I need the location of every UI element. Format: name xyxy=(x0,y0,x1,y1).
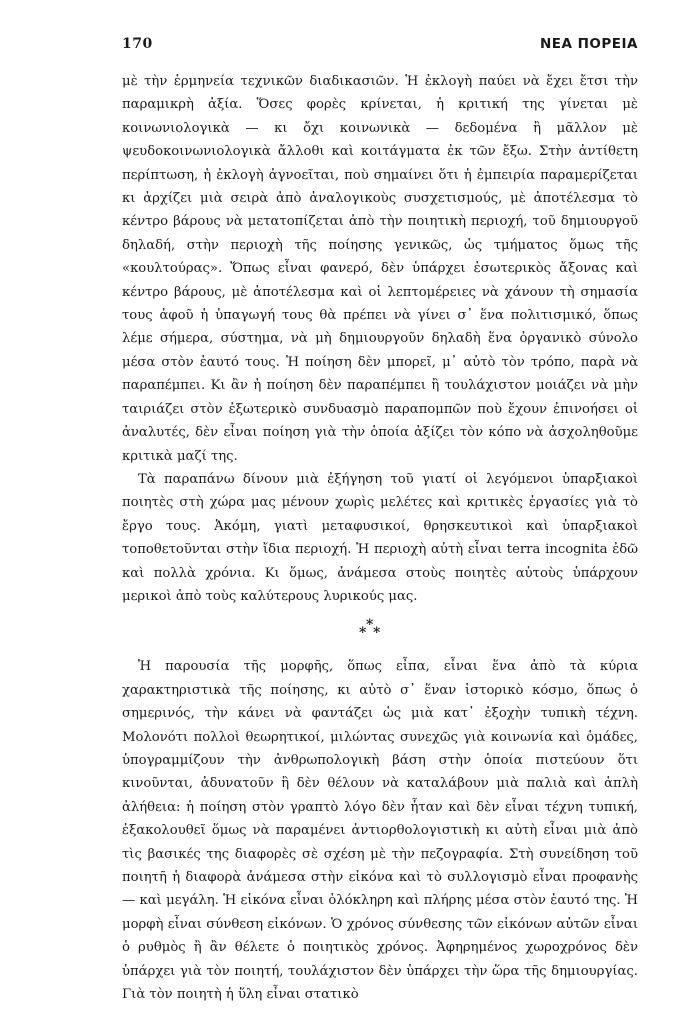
book-page xyxy=(122,36,638,1006)
paragraph: Ἡ παρουσία τῆς μορφῆς, ὅπως εἶπα, εἶναι ἕνα ἀπὸ τὰ κύρια χαρακτηριστικὰ τῆς ποίησης, κι αὐτὸ σ᾽ ἕναν ἱστορικὸ κόσμο, ὅπως ὁ σημερινός, τὴν κάνει νὰ φαντάζει ὡς μιὰ κατ᾽ ἐξοχὴν τυπικὴ τέχνη. Μολονότι πολλοὶ θεωρητικοί, μιλώντας συνεχῶς γιὰ κοινωνία καὶ ὁμάδες, ὑπογραμμίζουν τὴν ἀνθρωπολογικὴ βάση στὴν ὁποία πιστεύουν ὅτι κινοῦνται, ἀδυνατοῦν ἢ δὲν θέλουν νὰ καταλάβουν μιὰ παλιὰ καὶ ἁπλὴ ἀλήθεια: ἡ ποίηση στὸν γραπτὸ λόγο δὲν ἦταν καὶ δὲν εἶναι τέχνη τυπική, ἐξακολουθεῖ ὅμως νὰ παραμένει ἀντιορθολογιστικὴ κι αὐτὴ εἶναι μιὰ ἀπὸ τὶς βασικές της διαφορὲς σὲ σχέση μὲ τὴν πεζογραφία. Στὴ συνείδηση τοῦ ποιητῆ ἡ διαφορὰ ἀνάμεσα στὴν εἰκόνα καὶ τὸ συλλογισμὸ εἶναι προφανὴς — καὶ μεγάλη. Ἡ εἰκόνα εἶναι ὁλόκληρη καὶ πλήρης μέσα στὸν ἑαυτό της. Ἡ μορφὴ εἶναι σύνθεση εἰκόνων. Ὁ χρόνος σύνθεσης τῶν εἰκόνων αὐτῶν εἶναι ὁ ρυθμὸς ἢ ἂν θέλετε ὁ ποιητικὸς χρόνος. Ἀφηρημένος χωροχρόνος δὲν ὑπάρχει γιὰ τὸν ποιητή, τουλάχιστον δὲν ὑπάρχει τὴν ὥρα τῆς δημιουργίας. Γιὰ τὸν ποιητὴ ἡ ὕλη εἶναι στατικὸ xyxy=(122,659,638,1003)
asterism-star: * xyxy=(366,617,374,634)
asterism-star: * xyxy=(373,625,381,642)
paragraph: Τὰ παραπάνω δίνουν μιὰ ἐξήγηση τοῦ γιατί οἱ λεγόμενοι ὑπαρξιακοὶ ποιητὲς στὴ χώρα μας μένουν χωρὶς μελέτες καὶ κριτικὲς ἐργασίες γιὰ τὸ ἔργο τους. Ἀκόμη, γιατὶ μεταφυσικοί, θρησκευτικοὶ καὶ ὑπαρξιακοὶ τοποθετοῦνται στὴν ἴδια περιοχή. Ἡ περιοχὴ αὐτὴ εἶναι terra incognita ἐδῶ καὶ πολλὰ χρόνια. Κι ὅμως, ἀνάμεσα στοὺς ποιητὲς αὐτοὺς ὑπάρχουν μερικοὶ ἀπὸ τοὺς καλύτερους λυρικούς μας. xyxy=(122,471,638,604)
section-divider xyxy=(122,610,638,652)
running-head xyxy=(122,36,638,66)
paragraph-continued: μὲ τὴν ἑρμηνεία τεχνικῶν διαδικασιῶν. Ἡ ἐκλογὴ παύει νὰ ἔχει ἔτσι τὴν παραμικρὴ ἀξία. Ὅσες φορὲς κρίνεται, ἡ κριτική της γίνεται μὲ κοινωνιολογικὰ — κι ὄχι κοινωνικὰ — δεδομένα ἢ μᾶλλον μὲ ψευδοκοινωνιολογικὰ ἄλλοθι καὶ κοιτάγματα ἐκ τῶν ἔξω. Στὴν ἀντίθετη περίπτωση, ἡ ἐκλογὴ ἀγνοεῖται, ποὺ σημαίνει ὅτι ἡ ἐμπειρία παραμερίζεται κι ἀρχίζει μιὰ σειρὰ ἀπὸ ἀναλογικοὺς συσχετισμούς, μὲ ἀποτέλεσμα τὸ κέντρο βάρους νὰ μετατοπίζεται ἀπὸ τὴν ποιητικὴ περιοχή, τοῦ δημιουργοῦ δηλαδή, στὴν περιοχὴ τῆς ποίησης γενικῶς, ὡς τμήματος ὅμως τῆς «κουλτούρας». Ὅπως εἶναι φανερό, δὲν ὑπάρχει ἐσωτερικὸς ἄξονας καὶ κέντρο βάρους, μὲ ἀποτέλεσμα καὶ οἱ λεπτομέρειες νὰ χάνουν τὴ σημασία τους ἀφοῦ ἡ ὑπαγωγή τους θὰ πρέπει νὰ γίνει σ᾽ ἕνα πολιτισμικό, ὅπως λέμε σήμερα, σύστημα, νὰ μὴ δημιουργοῦν δηλαδὴ ἕνα ὀργανικὸ σύνολο μέσα στὸν ἑαυτό τους. Ἡ ποίηση δὲν μπορεῖ, μ᾽ αὐτὸ τὸν τρόπο, παρὰ νὰ παραπέμπει. Κι ἂν ἡ ποίηση δὲν παραπέμπει ἢ τουλάχιστον μοιάζει νὰ μὴν ταιριάζει στὸν ἐξωτερικὸ συνδυασμὸ παραπομπῶν ποὺ ἔχουν ἐπινοήσει οἱ ἀναλυτές, δὲν εἶναι ποίηση γιὰ τὴν ὁποία ἀξίζει τὸν κόπο νὰ ἀσχοληθοῦμε κριτικὰ μαζί της. xyxy=(122,74,638,464)
page-number: 170 xyxy=(122,36,153,52)
asterism-star: * xyxy=(359,625,367,642)
journal-title: ΝΕΑ ΠΟΡΕΙΑ xyxy=(539,36,638,52)
